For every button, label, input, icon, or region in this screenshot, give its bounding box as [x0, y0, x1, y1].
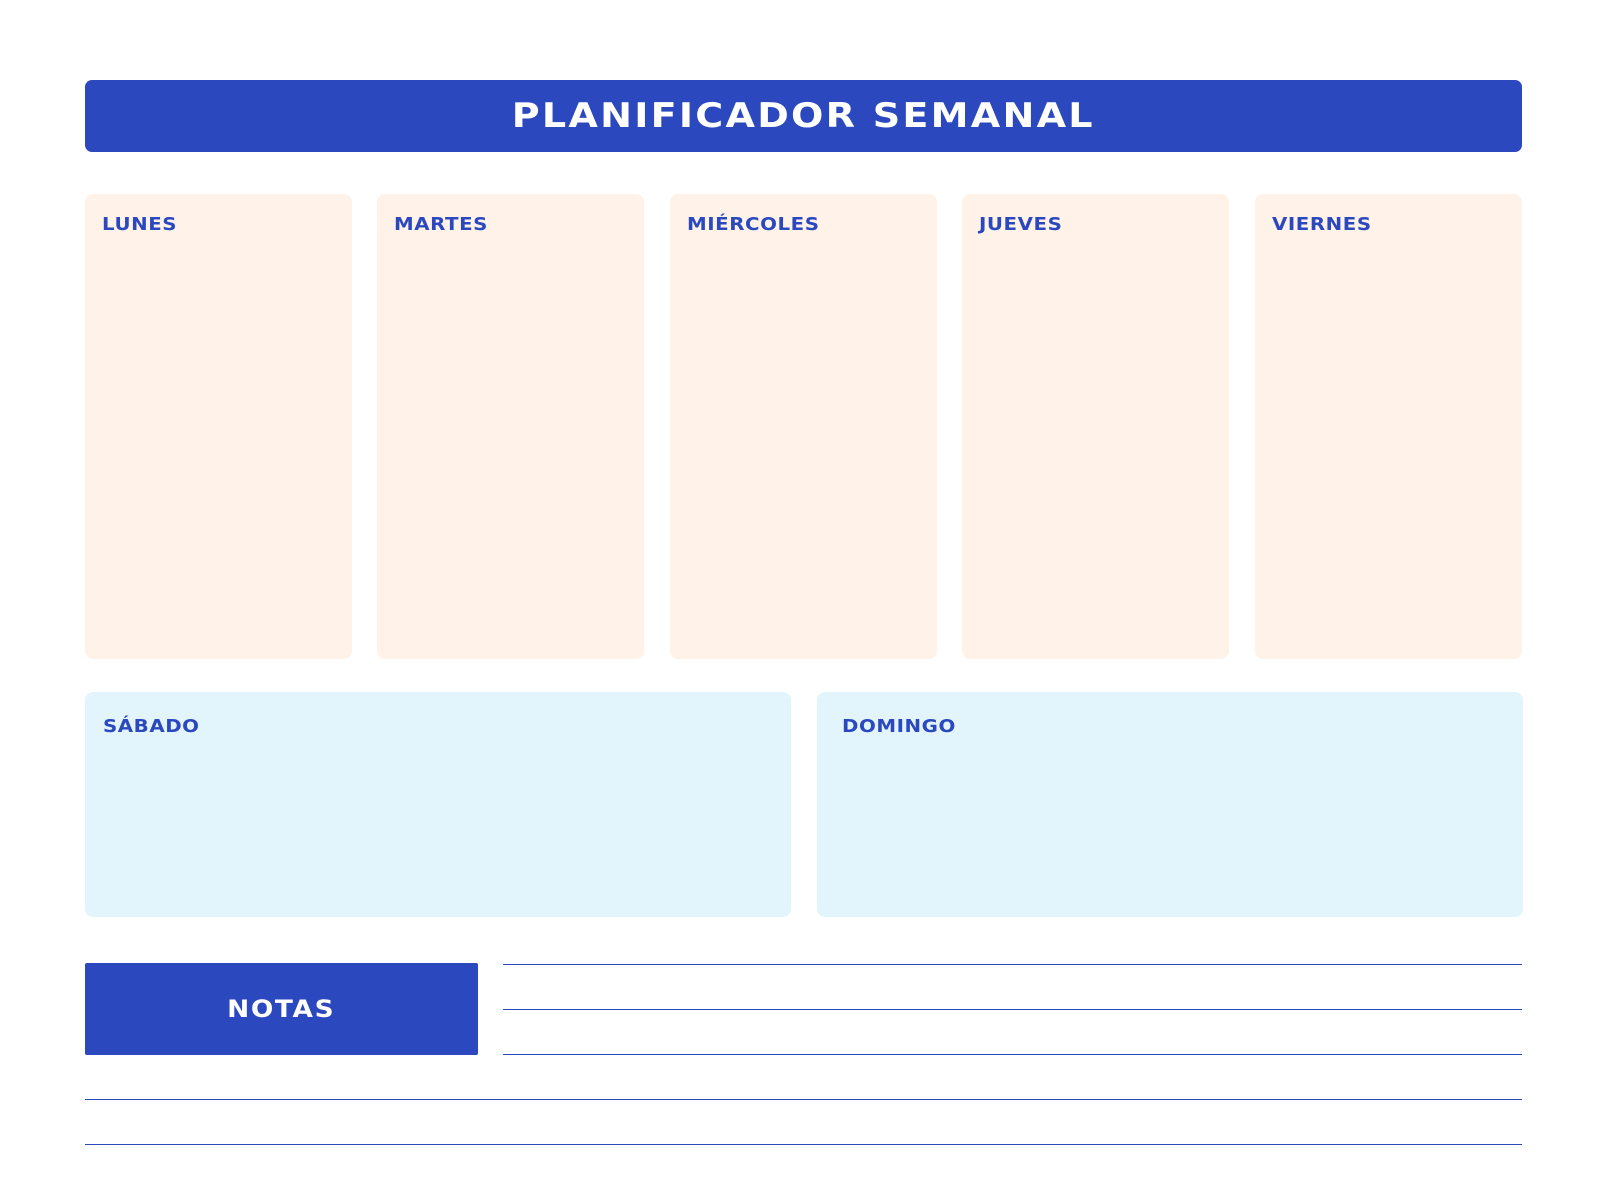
day-card-sabado[interactable] [85, 692, 791, 917]
day-label-martes: MARTES [394, 214, 488, 235]
day-label-miercoles: MIÉRCOLES [687, 214, 820, 235]
day-card-viernes[interactable] [1255, 194, 1522, 659]
day-label-domingo: DOMINGO [842, 716, 956, 737]
note-line[interactable] [85, 1144, 1522, 1145]
note-line[interactable] [85, 1099, 1522, 1100]
day-label-viernes: VIERNES [1272, 214, 1372, 235]
day-label-lunes: LUNES [102, 214, 178, 235]
note-line[interactable] [503, 1054, 1522, 1055]
note-line[interactable] [503, 1009, 1522, 1010]
day-label-sabado: SÁBADO [103, 716, 200, 737]
day-label-jueves: JUEVES [979, 214, 1063, 235]
notes-header [85, 963, 478, 1055]
notes-title: NOTAS [227, 995, 336, 1023]
day-card-jueves[interactable] [962, 194, 1229, 659]
note-line[interactable] [503, 964, 1522, 965]
day-card-domingo[interactable] [817, 692, 1523, 917]
day-card-lunes[interactable] [85, 194, 352, 659]
header-bar [85, 80, 1522, 152]
day-card-martes[interactable] [377, 194, 644, 659]
page-title: PLANIFICADOR SEMANAL [511, 96, 1096, 136]
day-card-miercoles[interactable] [670, 194, 937, 659]
